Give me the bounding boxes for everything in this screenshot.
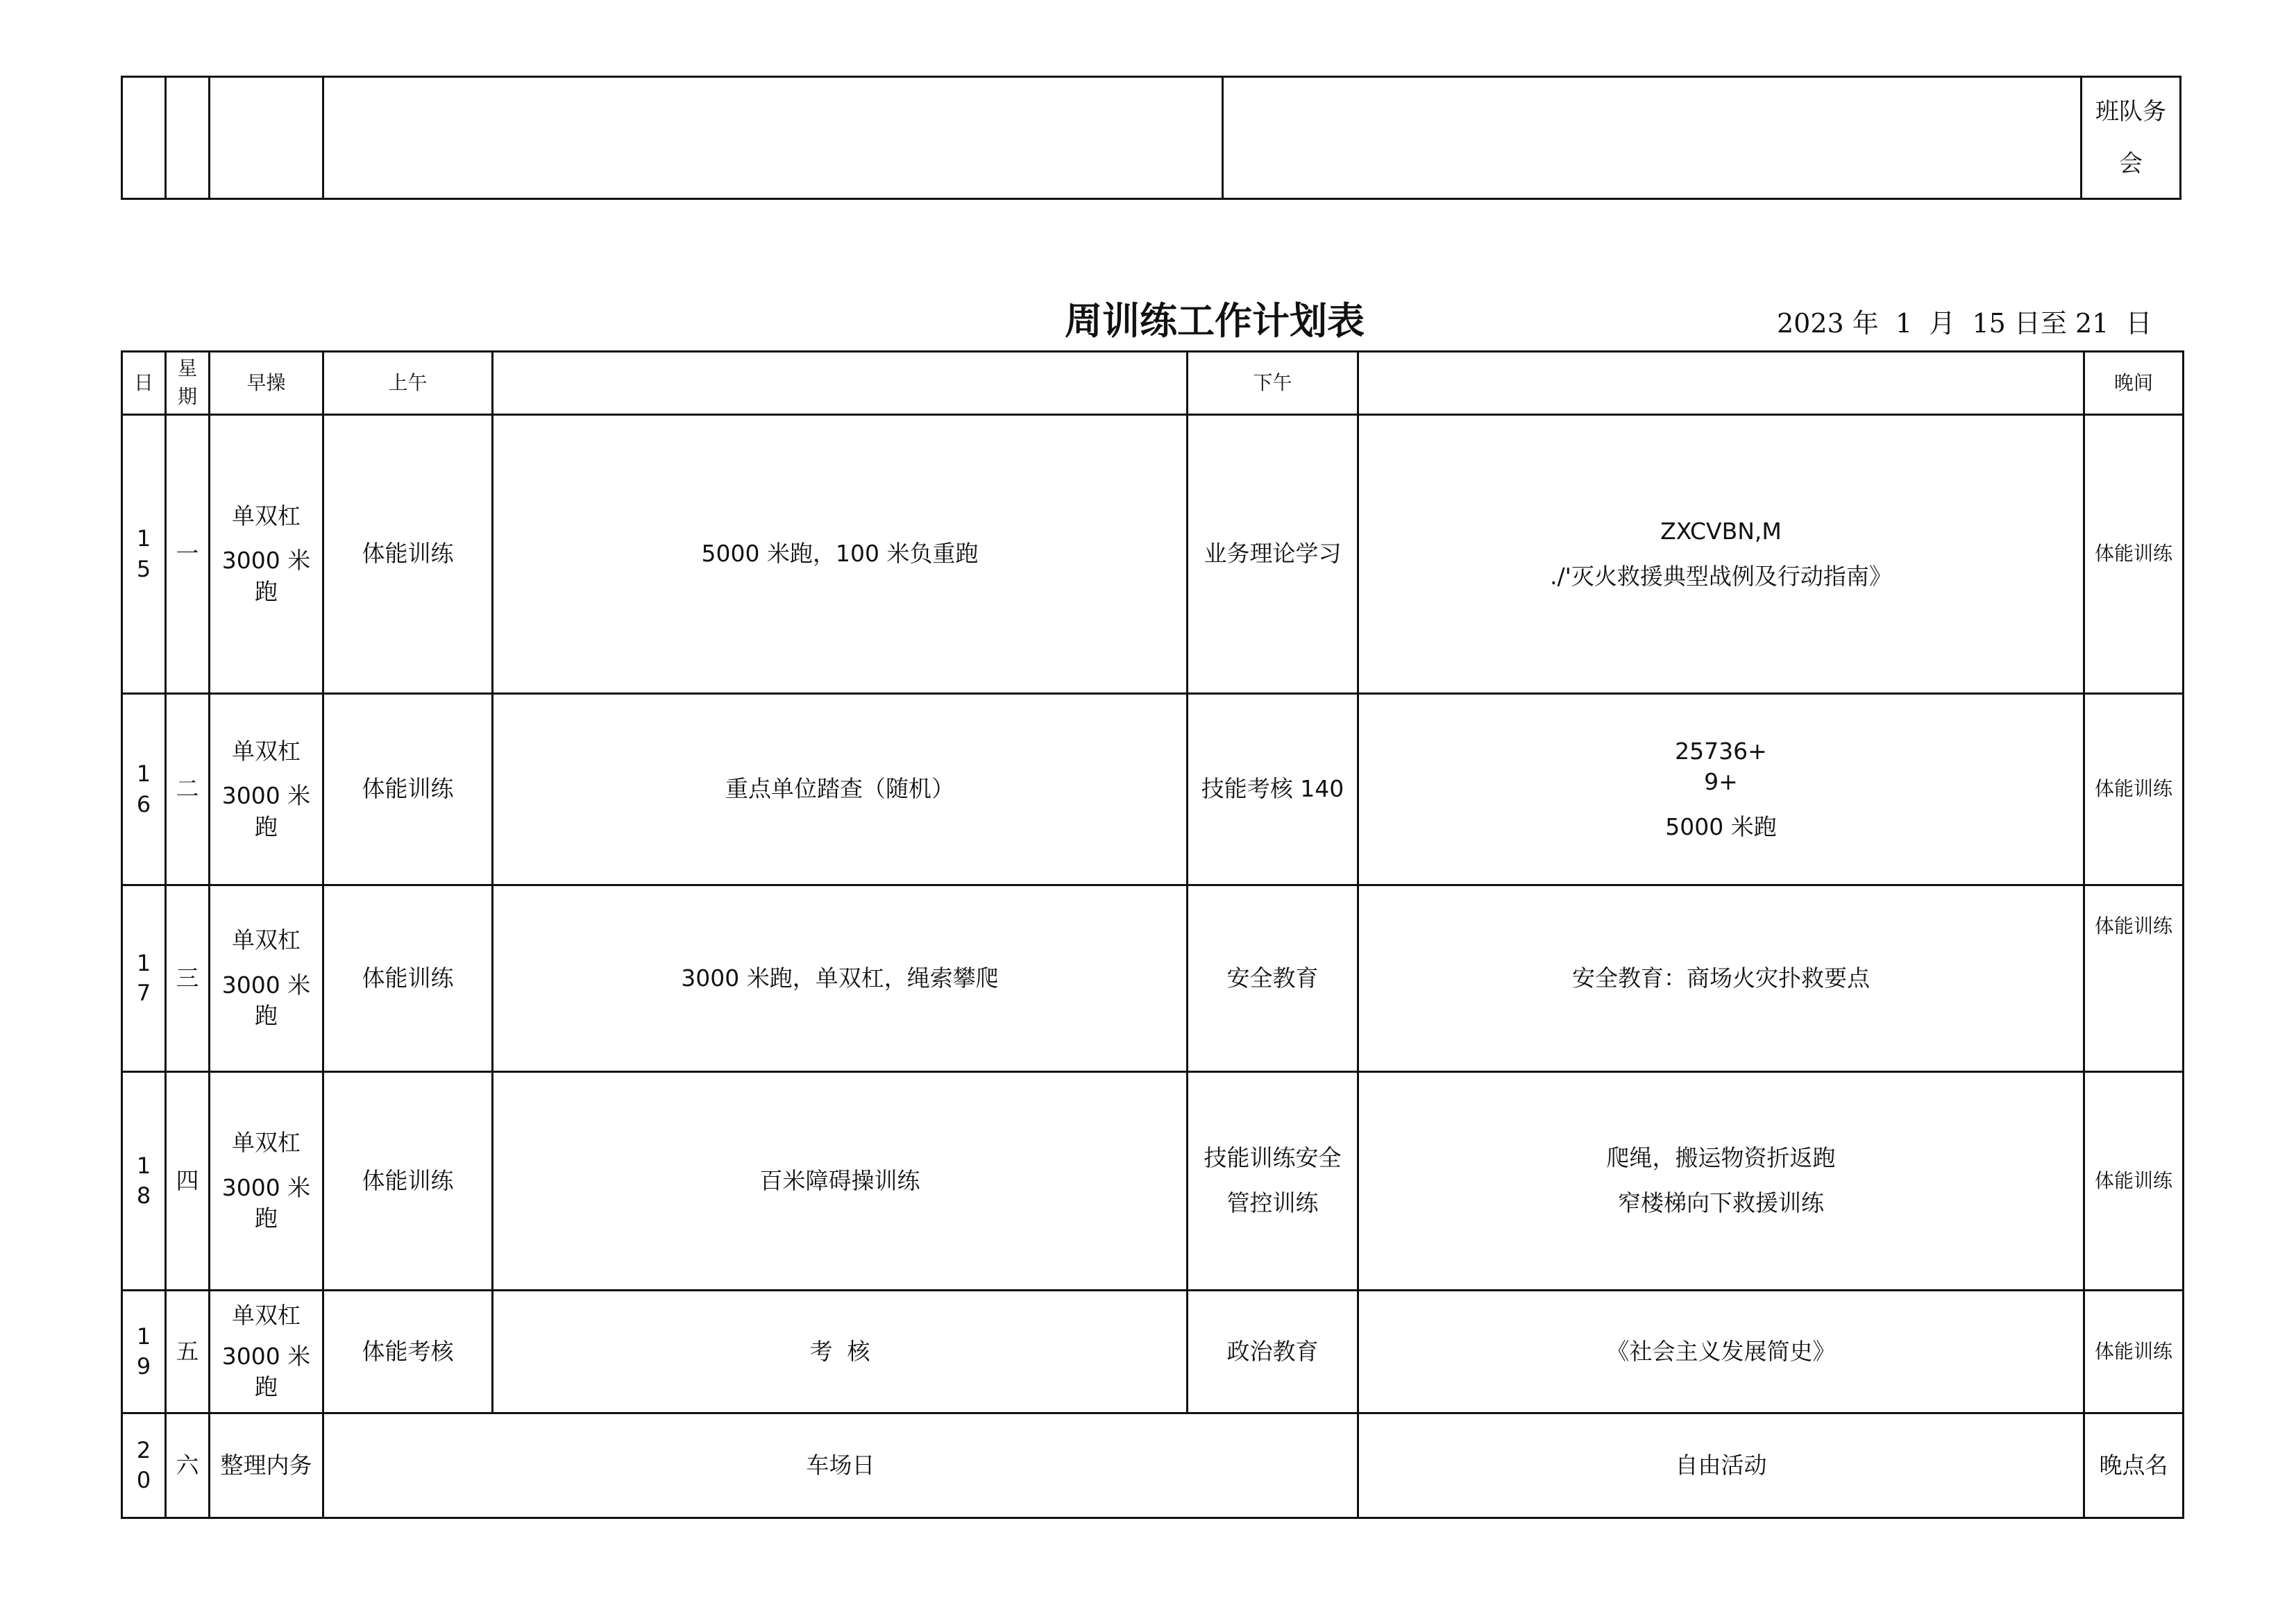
- pm-topic-cell: [1188, 1072, 1358, 1291]
- morning-exercise-cell: 整理内务: [210, 1413, 323, 1518]
- pm-content-line: 安全教育：商场火灾扑救要点: [1572, 964, 1870, 992]
- day-cell: [122, 694, 166, 885]
- morning-exercise-line: 跑: [255, 813, 278, 840]
- pm-content-line: ./'灭火救援典型战例及行动指南》: [1550, 562, 1892, 590]
- morning-exercise-cell: [210, 694, 323, 885]
- pm-topic-cell: [1188, 694, 1358, 885]
- table-row: [122, 1072, 2184, 1291]
- table-row: [122, 1291, 2184, 1413]
- day-digit: 5: [136, 555, 151, 582]
- pm-content-line: 25736+: [1675, 737, 1767, 765]
- evening-cell: 体能训练: [2084, 1291, 2184, 1413]
- fragment-cell-evening: [2082, 77, 2181, 199]
- morning-exercise-line: 单双杠: [232, 737, 301, 765]
- morning-exercise-line: 3000 米: [221, 971, 311, 999]
- header-day: 日: [122, 352, 166, 415]
- am-content-line: 重点单位踏查（随机）: [725, 775, 954, 803]
- weekly-training-plan-table: [121, 350, 2184, 1519]
- pm-content-cell: [1358, 415, 2084, 694]
- table-row: [122, 694, 2184, 885]
- weekday-cell: 三: [166, 885, 210, 1072]
- morning-exercise-line: 跑: [255, 1373, 278, 1401]
- header-evening: 晚间: [2084, 352, 2184, 415]
- pm-topic-line: 政治教育: [1226, 1337, 1319, 1365]
- weekday-cell: 二: [166, 694, 210, 885]
- am-content-cell: [493, 1072, 1188, 1291]
- evening-cell: 体能训练: [2084, 415, 2184, 694]
- day-cell: [122, 1072, 166, 1291]
- morning-exercise-line: 跑: [255, 1002, 278, 1030]
- header-afternoon-blank: [1358, 352, 2084, 415]
- day-digit: 1: [136, 949, 151, 976]
- date-range: 2023 年 1 月 15 日至 21 日: [1777, 308, 2152, 339]
- am-content-cell: [493, 415, 1188, 694]
- day-cell: [122, 885, 166, 1072]
- morning-exercise-line: 单双杠: [232, 1302, 301, 1329]
- morning-exercise-line: 3000 米: [221, 782, 311, 810]
- day-digit: 2: [136, 1436, 151, 1463]
- pm-topic-cell: [1188, 1291, 1358, 1413]
- header-weekday: [166, 352, 210, 415]
- morning-exercise-cell: [210, 885, 323, 1072]
- am-topic-cell: 体能训练: [323, 1072, 493, 1291]
- morning-exercise-line: 单双杠: [232, 926, 301, 954]
- day-digit: 1: [136, 1152, 151, 1179]
- morning-exercise-line: 单双杠: [232, 502, 301, 529]
- pm-content-cell: [1358, 694, 2084, 885]
- day-digit: 0: [136, 1467, 151, 1493]
- weekday-cell: 六: [166, 1413, 210, 1518]
- table-row-saturday: [122, 1413, 2184, 1518]
- am-content-cell: [493, 885, 1188, 1072]
- header-row: [122, 352, 2184, 415]
- day-digit: 9: [136, 1353, 151, 1379]
- morning-exercise-cell: [210, 1291, 323, 1413]
- am-topic-cell: 体能训练: [323, 415, 493, 694]
- header-weekday-char: 期: [177, 385, 197, 408]
- day-cell: [122, 1413, 166, 1518]
- weekday-cell: 五: [166, 1291, 210, 1413]
- pm-topic-line: 管控训练: [1226, 1189, 1319, 1216]
- pm-topic-cell: [1188, 415, 1358, 694]
- pm-content-cell: [1358, 1291, 2084, 1413]
- weekday-cell: 一: [166, 415, 210, 694]
- pm-topic-line: 安全教育: [1226, 964, 1319, 992]
- previous-week-fragment-table: [121, 76, 2181, 200]
- pm-content-cell: [1358, 1072, 2084, 1291]
- am-content-line: 5000 米跑，100 米负重跑: [701, 540, 979, 568]
- evening-cell: 体能训练: [2084, 885, 2184, 1072]
- fragment-cell-morning: [323, 77, 1223, 199]
- day-digit: 1: [136, 525, 151, 552]
- morning-exercise-line: 3000 米: [221, 547, 311, 575]
- day-digit: 1: [136, 1323, 151, 1350]
- page-title: 周训练工作计划表: [1065, 299, 1365, 343]
- fragment-evening-line: 会: [2119, 149, 2143, 178]
- am-content-line: 3000 米跑，单双杠，绳索攀爬: [681, 964, 999, 992]
- morning-exercise-line: 跑: [255, 1205, 278, 1232]
- fragment-cell-weekday: [166, 77, 210, 199]
- pm-merged-cell: 自由活动: [1358, 1413, 2084, 1518]
- morning-exercise-line: 3000 米: [221, 1342, 311, 1370]
- header-weekday-char: 星: [177, 357, 197, 380]
- pm-content-line: 窄楼梯向下救援训练: [1618, 1189, 1824, 1216]
- header-afternoon: 下午: [1188, 352, 1358, 415]
- am-content-cell: [493, 1291, 1188, 1413]
- pm-topic-line: 技能训练安全: [1204, 1144, 1342, 1172]
- am-merged-cell: 车场日: [323, 1413, 1358, 1518]
- morning-exercise-line: 3000 米: [221, 1173, 311, 1201]
- day-cell: [122, 1291, 166, 1413]
- table-row: [122, 885, 2184, 1072]
- header-morning: 上午: [323, 352, 493, 415]
- pm-content-line: 9+: [1704, 768, 1738, 796]
- pm-content-line: 5000 米跑: [1665, 813, 1777, 840]
- pm-content-line: 《社会主义发展简史》: [1606, 1337, 1836, 1365]
- morning-exercise-cell: [210, 415, 323, 694]
- am-topic-cell: 体能训练: [323, 694, 493, 885]
- fragment-cell-afternoon: [1223, 77, 2082, 199]
- fragment-evening-line: 班队务: [2095, 97, 2166, 126]
- pm-topic-cell: [1188, 885, 1358, 1072]
- am-content-line: 百米障碍操训练: [759, 1166, 920, 1194]
- am-content-cell: [493, 694, 1188, 885]
- morning-exercise-cell: [210, 1072, 323, 1291]
- morning-exercise-line: 跑: [255, 577, 278, 605]
- am-content-line: 考 核: [809, 1337, 870, 1365]
- evening-cell: 晚点名: [2084, 1413, 2184, 1518]
- header-morning-blank: [493, 352, 1188, 415]
- day-cell: [122, 415, 166, 694]
- day-digit: 7: [136, 980, 151, 1006]
- fragment-cell-morning-exercise: [210, 77, 323, 199]
- table-row: [122, 415, 2184, 694]
- evening-cell: 体能训练: [2084, 694, 2184, 885]
- day-digit: 6: [136, 790, 151, 817]
- am-topic-cell: 体能训练: [323, 885, 493, 1072]
- pm-topic-line: 业务理论学习: [1204, 540, 1342, 568]
- header-morning-exercise: 早操: [210, 352, 323, 415]
- pm-topic-line: 技能考核 140: [1201, 775, 1344, 803]
- evening-cell: 体能训练: [2084, 1072, 2184, 1291]
- pm-content-cell: [1358, 885, 2084, 1072]
- am-topic-cell: 体能考核: [323, 1291, 493, 1413]
- day-digit: 1: [136, 760, 151, 788]
- morning-exercise-line: 单双杠: [232, 1129, 301, 1157]
- pm-content-line: 爬绳，搬运物资折返跑: [1606, 1144, 1836, 1172]
- weekday-cell: 四: [166, 1072, 210, 1291]
- fragment-cell-day: [122, 77, 166, 199]
- day-digit: 8: [136, 1182, 151, 1209]
- pm-content-line: ZXCVBN,M: [1660, 517, 1782, 545]
